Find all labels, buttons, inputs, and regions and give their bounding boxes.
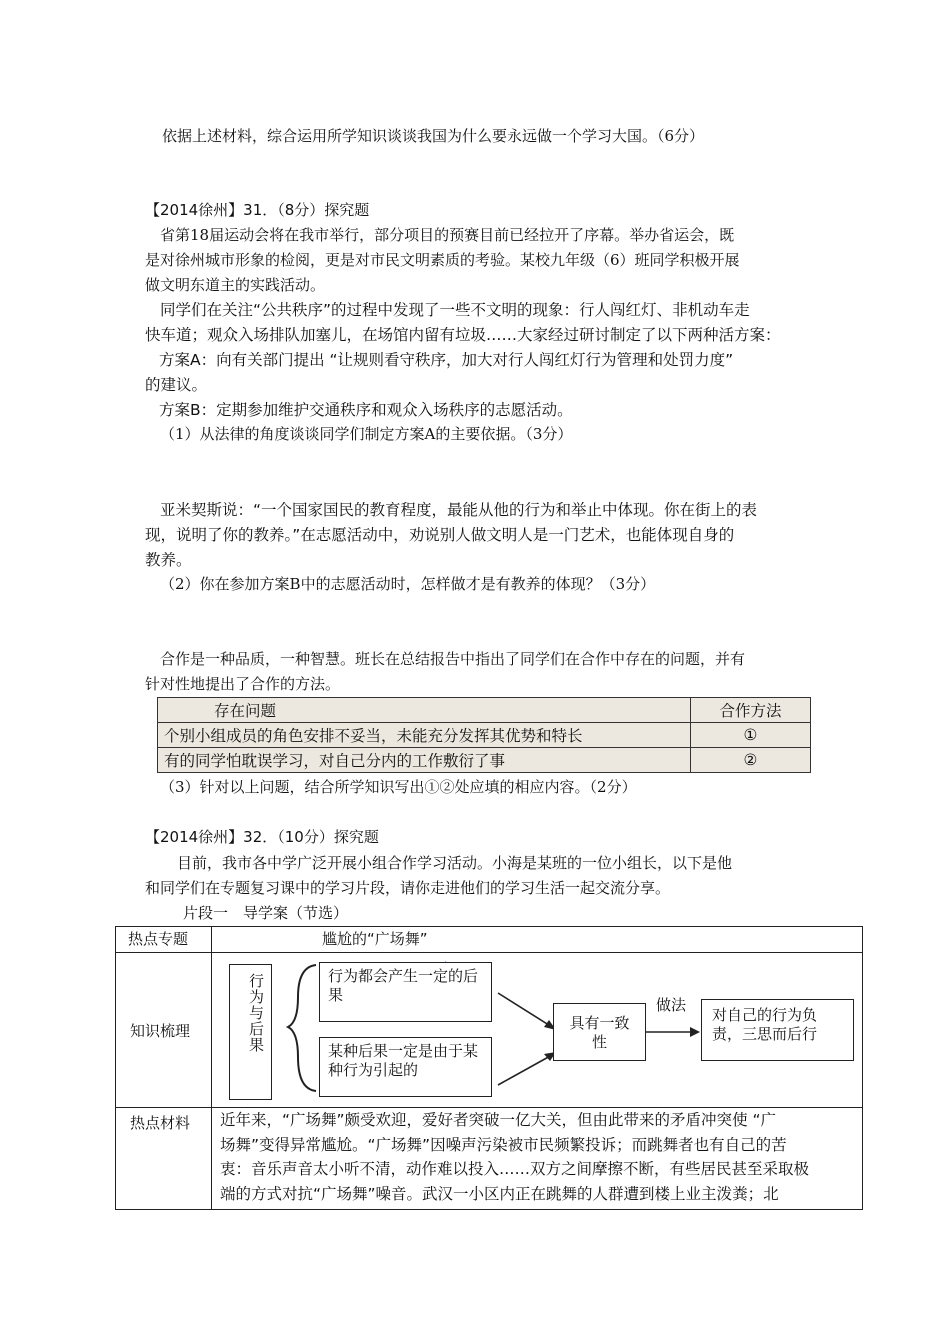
fragment-title: 片段一 导学案（节选） <box>183 904 349 922</box>
text-line: 的建议。 <box>145 376 208 394</box>
box-top: 行为都会产生一定的后果 <box>319 962 492 1022</box>
q31-sub1: （1）从法律的角度谈谈同学们制定方案A的主要依据。（3分） <box>160 425 573 443</box>
text-line: 合作是一种品质，一种智慧。班长在总结报告中指出了同学们在合作中存在的问题，并有 <box>160 650 746 668</box>
label-knowledge: 知识梳理 <box>130 1022 191 1040</box>
box-right: 对自己的行为负责，三思而后行 <box>701 999 854 1061</box>
text-line: 省第18届运动会将在我市举行，部分项目的预赛目前已经拉开了序幕。举办省运会，既 <box>160 226 735 244</box>
text-line: 场舞”变得异常尴尬。“广场舞”因噪声污染被市民频繁投诉；而跳舞者也有自己的苦 <box>220 1135 787 1154</box>
text-line: 快车道；观众入场排队加塞儿，在场馆内留有垃圾……大家经过研讨制定了以下两种活方案： <box>145 326 781 344</box>
q31-para2 <box>145 298 781 423</box>
table-header: 存在问题 <box>158 698 691 723</box>
q31-sub2: （2）你在参加方案B中的志愿活动时，怎样做才是有教养的体现？（3分） <box>160 575 656 593</box>
topic-title: 尴尬的“广场舞” <box>322 930 428 948</box>
q31-para3 <box>145 498 757 573</box>
q31-header: 【2014徐州】31．（8分）探究题 <box>145 201 370 219</box>
table-cell: 个别小组成员的角色安排不妥当，未能充分发挥其优势和特长 <box>158 723 691 748</box>
cooperation-table <box>157 697 811 773</box>
text-line: 近年来，“广场舞”颇受欢迎，爱好者突破一亿大关，但由此带来的矛盾冲突使 “广 <box>220 1111 777 1129</box>
text-line: 端的方式对抗“广场舞”噪音。武汉一小区内正在跳舞的人群遭到楼上业主泼粪；北 <box>220 1184 779 1203</box>
q32-header: 【2014徐州】32．（10分）探究题 <box>145 828 379 846</box>
text-line: 现，说明了你的教养。”在志愿活动中，劝说别人做文明人是一门艺术，也能体现自身的 <box>145 526 735 544</box>
text-line: 做文明东道主的实践活动。 <box>145 276 326 294</box>
text-line: 和同学们在专题复习课中的学习片段，请你走进他们的学习生活一起交流分享。 <box>145 879 671 897</box>
table-header: 合作方法 <box>691 698 811 723</box>
box-middle: 具有一致性 <box>553 1003 646 1061</box>
label-material: 热点材料 <box>130 1114 191 1132</box>
intro-question: 依据上述材料，综合运用所学知识谈谈我国为什么要永远做一个学习大国。（6分） <box>162 127 705 145</box>
label-topic: 热点专题 <box>128 930 189 948</box>
text-line: 方案A：向有关部门提出 “让规则看守秩序，加大对行人闯红灯行为管理和处罚力度” <box>159 351 734 369</box>
box-bottom: 某种后果一定是由于某种行为引起的 <box>319 1037 492 1097</box>
vertical-box: 行为与后果 <box>229 964 272 1100</box>
q31-sub3: （3）针对以上问题，结合所学知识写出①②处应填的相应内容。（2分） <box>160 778 637 796</box>
q31-para4 <box>145 647 745 697</box>
text-line: 是对徐州城市形象的检阅，更是对市民文明素质的考验。某校九年级（6）班同学积极开展 <box>145 251 740 269</box>
text-line: 亚米契斯说：“一个国家国民的教育程度，最能从他的行为和举止中体现。你在街上的表 <box>160 501 758 519</box>
q31-para1 <box>145 223 740 298</box>
text-line: 针对性地提出了合作的方法。 <box>145 675 341 693</box>
text-line: 同学们在关注“公共秩序”的过程中发现了一些不文明的现象：行人闯红灯、非机动车走 <box>160 301 750 319</box>
text-line: 方案B：定期参加维护交通秩序和观众入场秩序的志愿活动。 <box>159 401 573 419</box>
table-cell: ② <box>691 748 811 773</box>
table-cell: ① <box>691 723 811 748</box>
text-line: 目前，我市各中学广泛开展小组合作学习活动。小海是某班的一位小组长，以下是他 <box>177 854 733 872</box>
text-line: 衷：音乐声音太小听不清，动作难以投入……双方之间摩擦不断，有些居民甚至采取极 <box>220 1160 810 1178</box>
material-text <box>220 1108 809 1206</box>
arrow-label: 做法 <box>656 996 687 1014</box>
q32-para1 <box>145 851 732 901</box>
text-line: 教养。 <box>145 551 192 569</box>
guide-table <box>115 926 863 1210</box>
table-cell: 有的同学怕耽误学习，对自己分内的工作敷衍了事 <box>158 748 691 773</box>
